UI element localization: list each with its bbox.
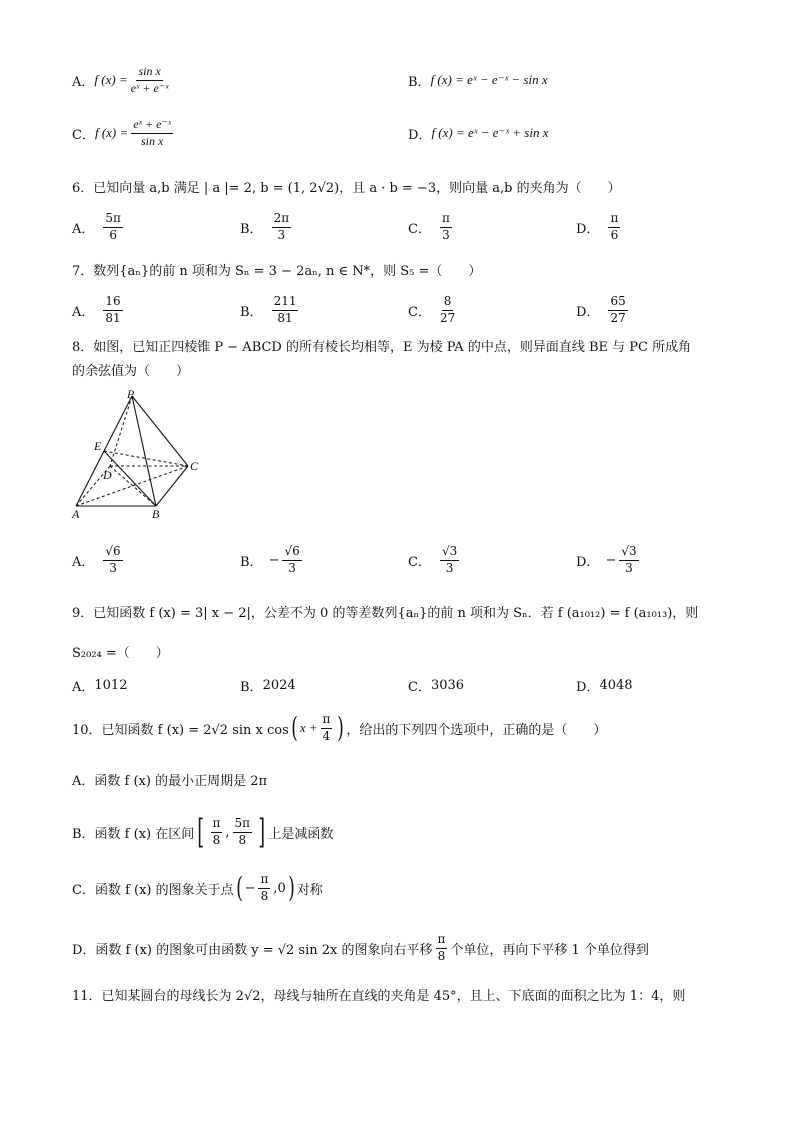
q8-option-d-fraction: $\frac{√3}{3}$ bbox=[621, 544, 637, 575]
q8-option-b-fraction: $\frac{√6}{3}$ bbox=[284, 544, 300, 575]
q10-b-frac-1: $\frac{\pi}{8}$ bbox=[212, 816, 221, 847]
q8-option-a: A． $\frac{√6}{3}$ bbox=[72, 544, 121, 575]
q7-option-a-fraction: $\frac{16}{81}$ bbox=[105, 294, 121, 325]
q6-stem: 6．已知向量 a,b 满足 | a |= 2, b = (1, 2√2)，且 a · b = −3，则向量 a,b 的夹角为（ ） bbox=[72, 181, 621, 196]
q10-c-paren-close: ) bbox=[287, 871, 295, 904]
vertex-label-c: C bbox=[190, 459, 199, 473]
q6-option-d-fraction: $\frac{\pi}{6}$ bbox=[610, 211, 619, 242]
q8-option-c: C． $\frac{√3}{3}$ bbox=[408, 544, 458, 575]
q7-option-a: A． $\frac{16}{81}$ bbox=[72, 294, 121, 325]
q7-options bbox=[0, 290, 794, 330]
q8-option-b: B． − $\frac{√6}{3}$ bbox=[240, 544, 300, 575]
q10-d-frac: $\frac{\pi}{8}$ bbox=[437, 932, 446, 963]
pyramid-diagram bbox=[70, 388, 200, 520]
q8-option-d: D． − $\frac{√3}{3}$ bbox=[576, 544, 637, 575]
q6-option-a: A． $\frac{5\pi}{6}$ bbox=[72, 211, 121, 242]
q8-stem-line-2: 的余弦值为（ ） bbox=[72, 364, 190, 379]
q5-option-a bbox=[72, 60, 172, 100]
q7-option-d-fraction: $\frac{65}{27}$ bbox=[610, 294, 626, 325]
q7-option-b: B． $\frac{211}{81}$ bbox=[240, 294, 297, 325]
q5-option-b bbox=[408, 60, 548, 100]
q9-options bbox=[0, 665, 794, 705]
q5-option-a-lhs: f (x) = bbox=[94, 72, 128, 87]
vertex-label-e: E bbox=[94, 439, 102, 453]
vertex-label-a: A bbox=[72, 507, 80, 520]
q5-option-d bbox=[408, 113, 548, 153]
q5-option-d-expr: f (x) = eˣ − e⁻ˣ + sin x bbox=[431, 125, 549, 140]
q10-option-d: D．函数 f (x) 的图象可由函数 y = √2 sin 2x 的图象向右平移 $\frac{\pi}{8}$ 个单位，再向下平移 1 个单位得到 bbox=[72, 932, 649, 963]
edge-pc bbox=[132, 396, 188, 466]
q7-option-d: D． $\frac{65}{27}$ bbox=[576, 294, 626, 325]
q10-b-bracket-close: ] bbox=[258, 812, 266, 852]
q5-option-c-label: C． bbox=[72, 127, 95, 143]
q8-option-c-fraction: $\frac{√3}{3}$ bbox=[441, 544, 458, 575]
pyramid-figure bbox=[70, 388, 200, 520]
q7-option-c: C． $\frac{8}{27}$ bbox=[408, 294, 456, 325]
q6-option-c: C． $\frac{\pi}{3}$ bbox=[408, 211, 450, 242]
q10-c-frac: $\frac{\pi}{8}$ bbox=[260, 872, 269, 903]
q10-c-paren-open: ( bbox=[235, 871, 243, 904]
q6-option-d: D． $\frac{\pi}{6}$ bbox=[576, 211, 619, 242]
q9-stem-line-1: 9．已知函数 f (x) = 3| x − 2|，公差不为 0 的等差数列{aₙ}的前 n 项和为 Sₙ．若 f (a₁₀₁₂) = f (a₁₀₁₃)，则 bbox=[72, 606, 699, 621]
vertex-label-d: D bbox=[103, 468, 112, 482]
q5-option-c-fraction: $\frac{\text{eˣ + e⁻ˣ}}{\text{sin x}}$ bbox=[133, 117, 172, 148]
q9-option-c: C． 3036 bbox=[408, 677, 465, 695]
q5-option-b-expr: f (x) = eˣ − e⁻ˣ − sin x bbox=[430, 72, 548, 87]
q9-option-a: A． 1012 bbox=[72, 677, 128, 695]
q10-stem: 10．已知函数 f (x) = 2√2 sin x cos ( x + $\frac{\pi}{4}$ ) ，给出的下列四个选项中，正确的是（ ） bbox=[72, 711, 607, 744]
q6-option-b-fraction: $\frac{2\pi}{3}$ bbox=[273, 211, 290, 242]
q11-stem: 11．已知某圆台的母线长为 2√2，母线与轴所在直线的夹角是 45°，且上、下底面的面积之比为 1：4，则 bbox=[72, 989, 686, 1004]
q6-option-a-fraction: $\frac{5\pi}{6}$ bbox=[105, 211, 121, 242]
q5-option-a-fraction: $\frac{\text{sin x}}{\text{eˣ + e⁻ˣ}}$ bbox=[130, 64, 169, 95]
q7-stem: 7．数列{aₙ}的前 n 项和为 Sₙ = 3 − 2aₙ, n ∈ N*，则 S₅ =（ ） bbox=[72, 264, 482, 279]
q10-b-frac-2: $\frac{5\pi}{8}$ bbox=[234, 816, 251, 847]
q5-options-row-1 bbox=[0, 60, 794, 100]
q5-option-b-label: B． bbox=[408, 74, 431, 90]
q10-option-b: B．函数 f (x) 在区间 [ $\frac{\pi}{8}$ , $\frac{5\pi}{8}$ ] 上是减函数 bbox=[72, 812, 334, 852]
q10-paren-close: ) bbox=[337, 711, 345, 744]
q10-paren-open: ( bbox=[290, 711, 298, 744]
q9-option-b: B． 2024 bbox=[240, 677, 296, 695]
q6-options bbox=[0, 207, 794, 247]
q7-option-c-fraction: $\frac{8}{27}$ bbox=[439, 294, 456, 325]
q6-option-b: B． $\frac{2\pi}{3}$ bbox=[240, 211, 290, 242]
q10-option-a: A．函数 f (x) 的最小正周期是 2π bbox=[72, 774, 268, 789]
q8-option-a-fraction: $\frac{√6}{3}$ bbox=[105, 544, 121, 575]
vertex-label-p: P bbox=[127, 388, 135, 401]
edge-pd-hidden bbox=[110, 396, 132, 466]
q10-pi-over-4: $\frac{\pi}{4}$ bbox=[322, 712, 331, 743]
q10-b-comma: , bbox=[225, 824, 230, 840]
q6-option-c-fraction: $\frac{\pi}{3}$ bbox=[441, 211, 450, 242]
q5-options-row-2 bbox=[0, 113, 794, 153]
q8-stem-line-1: 8．如图，已知正四棱锥 P − ABCD 的所有棱长均相等，E 为棱 PA 的中点，则异面直线 BE 与 PC 所成角 bbox=[72, 340, 692, 355]
q5-option-c-lhs: f (x) = bbox=[94, 125, 129, 140]
edge-pb bbox=[132, 396, 156, 506]
q10-b-bracket-open: [ bbox=[197, 812, 205, 852]
q9-option-d: D． 4048 bbox=[576, 677, 633, 695]
q5-option-d-label: D． bbox=[408, 127, 432, 143]
vertex-label-b: B bbox=[152, 507, 160, 520]
q9-stem-line-2: S₂₀₂₄ =（ ） bbox=[72, 646, 169, 661]
q7-option-b-fraction: $\frac{211}{81}$ bbox=[273, 294, 297, 325]
q5-option-a-label: A． bbox=[72, 74, 95, 90]
q10-option-c: C．函数 f (x) 的图象关于点 ( − $\frac{\pi}{8}$ ,0 ) 对称 bbox=[72, 871, 323, 904]
q8-options bbox=[0, 540, 794, 580]
q5-option-c bbox=[72, 113, 176, 153]
